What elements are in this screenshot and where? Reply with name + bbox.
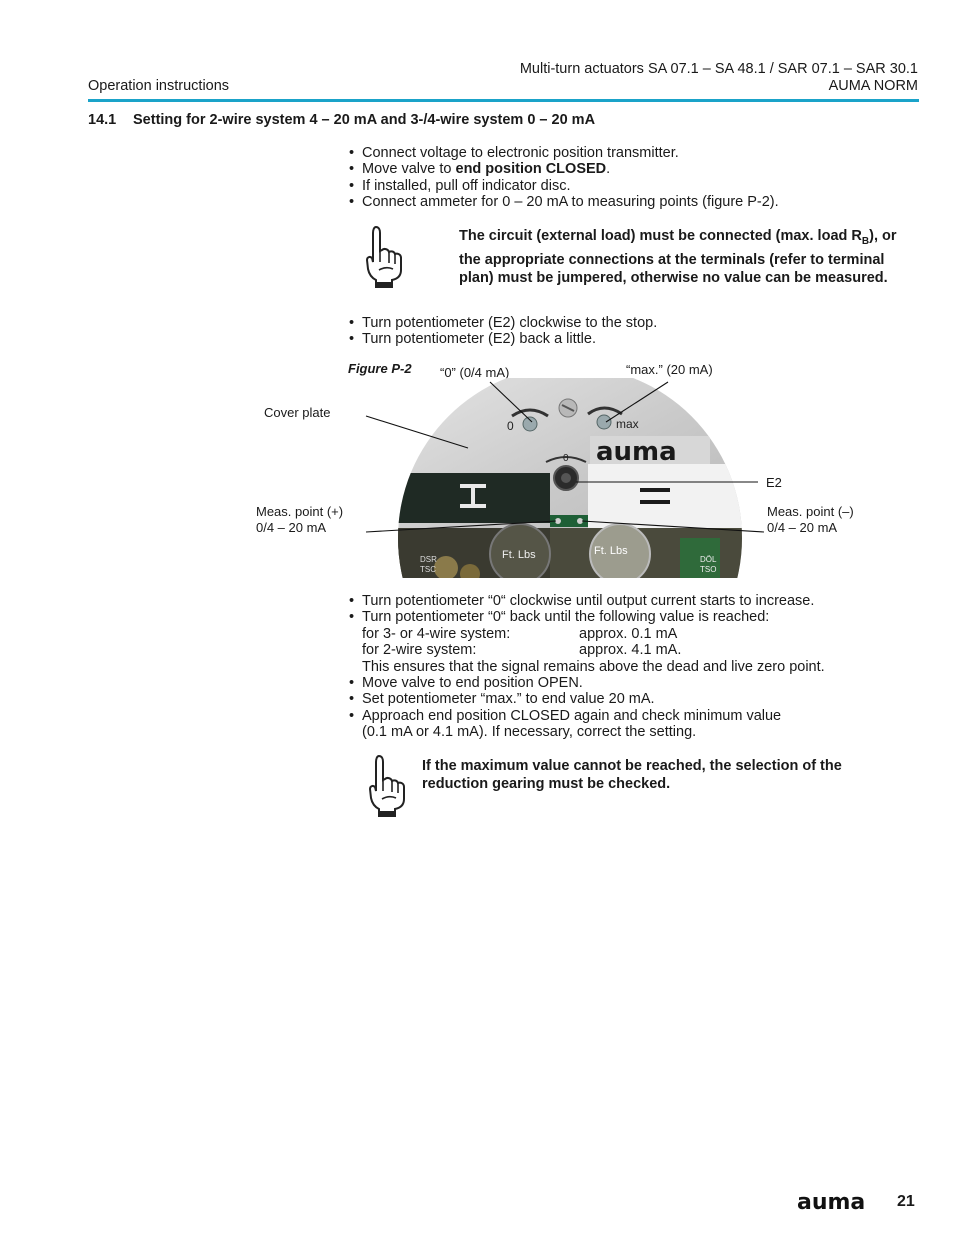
table-row: for 2-wire system: approx. 4.1 mA. <box>362 642 682 659</box>
plate-tso: TSO <box>700 565 717 574</box>
steps-list-3 <box>349 593 814 626</box>
pointing-hand-icon <box>362 224 406 286</box>
list-item: • Move valve to end position OPEN. <box>349 675 781 691</box>
page-number: 21 <box>897 1193 915 1210</box>
header-left: Operation instructions <box>88 78 230 94</box>
svg-text:auma: auma <box>797 1190 866 1214</box>
auma-logo <box>797 1190 877 1214</box>
steps-list-1 <box>349 145 779 210</box>
plate-ftlbs-left: Ft. Lbs <box>502 549 536 561</box>
plate-zero-text: 0 <box>507 419 514 433</box>
steps-list-4 <box>349 675 781 724</box>
steps-list-2 <box>349 315 657 348</box>
section-number: 14.1 <box>88 112 117 128</box>
figure-label: Figure P-2 <box>348 361 412 376</box>
list-item: • Move valve to end position CLOSED. <box>349 161 779 177</box>
callout-cover-plate: Cover plate <box>264 405 331 420</box>
header-rule <box>88 99 919 102</box>
header-right-line1: Multi-turn actuators SA 07.1 – SA 48.1 / SAR 07.1 – SAR 30.1 <box>519 61 918 77</box>
callout-max: “max.” (20 mA) <box>626 362 713 377</box>
plate-dol: DÖL <box>700 555 717 564</box>
plate-ftlbs-right: Ft. Lbs <box>594 545 628 557</box>
plate-small-zero-text: 0 <box>563 453 569 464</box>
callout-meas-plus: Meas. point (+) 0/4 – 20 mA <box>256 504 344 535</box>
callout-meas-minus: Meas. point (–) 0/4 – 20 mA <box>767 504 854 535</box>
list-item: • Turn potentiometer (E2) clockwise to the stop. <box>349 315 657 331</box>
list-item: • Turn potentiometer “0“ back until the following value is reached: <box>349 609 814 625</box>
header-right-line2: AUMA NORM <box>828 78 918 94</box>
note-reduction-gearing: If the maximum value cannot be reached, the selection of the reduction gearing must be checked. <box>422 758 842 792</box>
steps4-continuation: (0.1 mA or 4.1 mA). If necessary, correct the setting. <box>362 724 697 740</box>
list-item: • Approach end position CLOSED again and check minimum value <box>349 708 781 724</box>
table-row: for 3- or 4-wire system: approx. 0.1 mA <box>362 626 678 642</box>
values-table <box>362 626 825 675</box>
figure-p2-photo <box>250 378 850 580</box>
callout-e2: E2 <box>766 475 782 490</box>
callout-zero: “0” (0/4 mA) <box>440 365 510 380</box>
list-item: • If installed, pull off indicator disc. <box>349 178 779 194</box>
plate-tsc: TSC <box>420 565 436 574</box>
list-item: • Connect voltage to electronic position transmitter. <box>349 145 779 161</box>
list-item: • Turn potentiometer (E2) back a little. <box>349 331 657 347</box>
list-item: • Connect ammeter for 0 – 20 mA to measuring points (figure P-2). <box>349 194 779 210</box>
list-item: • Turn potentiometer “0“ clockwise until output current starts to increase. <box>349 593 814 609</box>
section-heading <box>88 112 595 128</box>
plate-max-text: max <box>616 417 639 431</box>
pointing-hand-icon <box>365 753 409 815</box>
note-external-load: The circuit (external load) must be connected (max. load $R_B$), or the appropriate connections at the terminals (refer to terminal plan) must be jumpered, otherwise no value can be measured. <box>459 228 897 286</box>
ensures-text: This ensures that the signal remains above the dead and live zero point. <box>362 658 825 675</box>
plate-dsr: DSR <box>420 555 437 564</box>
plate-brand-text: auma <box>596 437 677 467</box>
section-title: Setting for 2-wire system 4 – 20 mA and 3-/4-wire system 0 – 20 mA <box>133 112 596 128</box>
list-item: • Set potentiometer “max.” to end value 20 mA. <box>349 691 781 707</box>
